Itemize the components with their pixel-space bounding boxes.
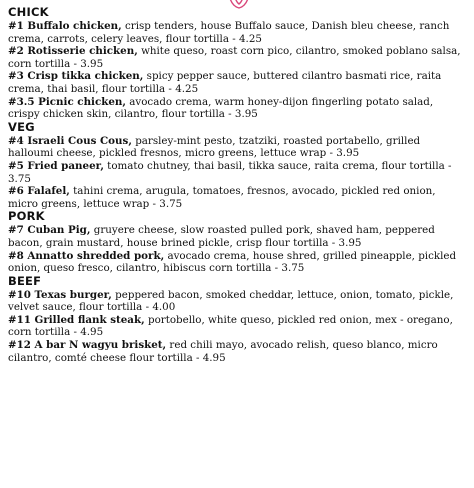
item-description: avocado crema, house shred, grilled pineapple, pickled onion, queso fresco, cilantro, hibiscus corn tortilla - 3.75 (8, 249, 457, 275)
item-name: #6 Falafel, (8, 185, 70, 198)
menu-item (8, 135, 466, 160)
item-description: avocado crema, warm honey-dijon fingerling potato salad, crispy chicken skin, cilantro, flour tortilla - 3.95 (8, 95, 434, 121)
item-description: crisp tenders, house Buffalo sauce, Danish bleu cheese, ranch crema, carrots, celery leaves, flour tortilla - 4.25 (8, 20, 450, 45)
item-name: #11 Grilled flank steak, (8, 313, 145, 326)
item-description: spicy pepper sauce, buttered cilantro basmati rice, raita crema, thai basil, flour tortilla - 4.25 (8, 70, 442, 95)
item-name: #3.5 Picnic chicken, (8, 95, 126, 108)
item-name: #5 Fried paneer, (8, 159, 104, 172)
menu-item (8, 96, 466, 121)
menu-section-beef (8, 275, 466, 365)
item-description: gruyere cheese, slow roasted pulled pork, shaved ham, peppered bacon, grain mustard, house brined pickle, crisp flour tortilla - 3.95 (8, 224, 435, 249)
item-description: portobello, white queso, pickled red onion, mex - oregano, corn tortilla - 4.95 (8, 313, 453, 339)
menu-item (8, 314, 466, 339)
menu-section-pork (8, 210, 466, 274)
item-name: #2 Rotisserie chicken, (8, 45, 138, 58)
item-name: #12 A bar N wagyu brisket, (8, 339, 167, 352)
item-name: #10 Texas burger, (8, 288, 112, 301)
menu-section-chick (8, 6, 466, 121)
item-name: #8 Annatto shredded pork, (8, 249, 165, 262)
menu-item (8, 224, 466, 249)
menu-section-veg (8, 121, 466, 211)
item-name: #1 Buffalo chicken, (8, 20, 122, 32)
item-name: #3 Crisp tikka chicken, (8, 70, 144, 83)
menu-item (8, 250, 466, 275)
menu-item (8, 45, 466, 70)
item-description: peppered bacon, smoked cheddar, lettuce, onion, tomato, pickle, velvet sauce, flour tortilla - 4.00 (8, 288, 454, 314)
item-description: red chili mayo, avocado relish, queso blanco, micro cilantro, comté cheese flour tortilla - 4.95 (8, 339, 438, 364)
item-name: #4 Israeli Cous Cous, (8, 134, 132, 147)
item-description: white queso, roast corn pico, cilantro, smoked poblano salsa, corn tortilla - 3.95 (8, 45, 461, 70)
item-description: tomato chutney, thai basil, tikka sauce, raita crema, flour tortilla - 3.75 (8, 159, 452, 185)
menu-item (8, 339, 466, 364)
item-description: tahini crema, arugula, tomatoes, fresnos, avocado, pickled red onion, micro greens, lettuce wrap - 3.75 (8, 185, 436, 210)
menu-list (8, 6, 466, 364)
section-title: VEG (8, 119, 35, 134)
section-title: BEEF (8, 273, 42, 288)
menu-item (8, 289, 466, 314)
item-description: parsley-mint pesto, tzatziki, roasted portabello, grilled halloumi cheese, pickled fresnos, micro greens, lettuce wrap - 3.95 (8, 134, 421, 160)
menu-item (8, 20, 466, 45)
menu-item (8, 185, 466, 210)
section-title: CHICK (8, 5, 49, 19)
section-title: PORK (8, 209, 45, 224)
item-name: #7 Cuban Pig, (8, 224, 91, 237)
flower-logo-icon (226, 0, 252, 10)
menu-item (8, 160, 466, 185)
menu-item (8, 70, 466, 95)
